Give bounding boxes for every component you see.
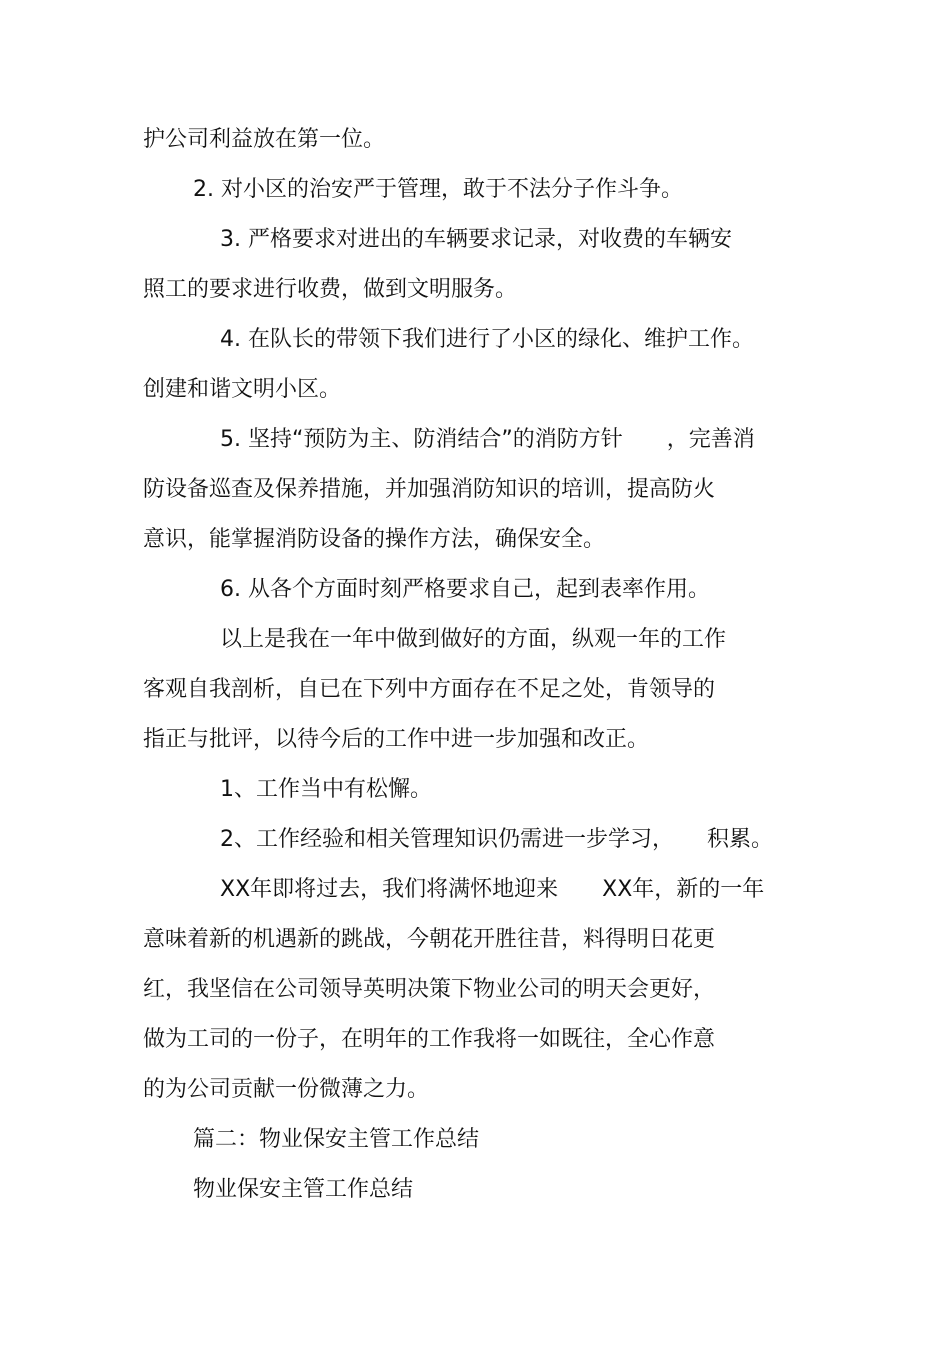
text-line: 5. 坚持“预防为主、防消结合”的消防方针 ，完善消 [220, 427, 755, 452]
text-line: 6. 从各个方面时刻严格要求自己，起到表率作用。 [220, 577, 710, 602]
text-line: 创建和谐文明小区。 [143, 377, 342, 402]
text-line: 1、工作当中有松懈。 [220, 777, 432, 802]
section-heading: 篇二：物业保安主管工作总结 [193, 1127, 480, 1152]
text-line: 照工的要求进行收费，做到文明服务。 [143, 277, 518, 302]
section-title: 物业保安主管工作总结 [193, 1177, 414, 1202]
text-line: 的为公司贡献一份微薄之力。 [143, 1077, 430, 1102]
text-line: 3. 严格要求对进出的车辆要求记录，对收费的车辆安 [220, 227, 732, 252]
text-line: 意味着新的机遇新的跳战，今朝花开胜往昔，料得明日花更 [143, 927, 716, 952]
text-line: XX年即将过去，我们将满怀地迎来 XX年，新的一年 [220, 877, 765, 902]
text-line: 4. 在队长的带领下我们进行了小区的绿化、维护工作。 [220, 327, 754, 352]
text-line: 做为工司的一份子，在明年的工作我将一如既往，全心作意 [143, 1027, 716, 1052]
text-line: 防设备巡查及保养措施，并加强消防知识的培训，提高防火 [143, 477, 716, 502]
text-line: 指正与批评，以待今后的工作中进一步加强和改正。 [143, 727, 650, 752]
text-line: 客观自我剖析，自已在下列中方面存在不足之处，肯领导的 [143, 677, 716, 702]
text-line: 护公司利益放在第一位。 [143, 127, 386, 152]
text-line: 意识，能掌握消防设备的操作方法，确保安全。 [143, 527, 606, 552]
text-line: 以上是我在一年中做到做好的方面，纵观一年的工作 [220, 627, 727, 652]
text-line: 2、工作经验和相关管理知识仍需进一步学习， 积累。 [220, 827, 773, 852]
text-line: 2. 对小区的治安严于管理，敢于不法分子作斗争。 [193, 177, 683, 202]
text-line: 红，我坚信在公司领导英明决策下物业公司的明天会更好， [143, 977, 716, 1002]
